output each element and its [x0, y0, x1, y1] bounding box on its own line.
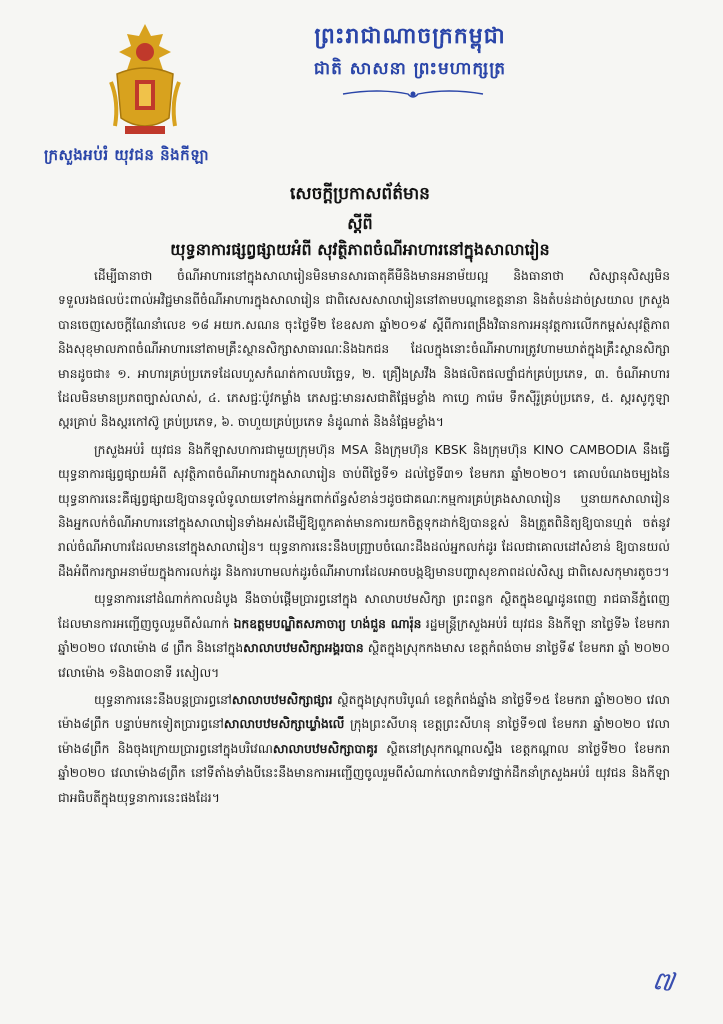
school-name: សាលាបឋមសិក្សាអង្គរបាន — [243, 641, 364, 656]
handwritten-page-mark: ៧ — [650, 965, 676, 999]
paragraph-3: យុទ្ធនាការនៅដំណាក់កាលដំបូង នឹងចាប់ផ្តើមប្រារព្ធនៅក្នុង សាលាបឋមសិក្សា ព្រះពន្លក ស្ថិតក្នុងខណ្ឌដូនពេញ រាជធានីភ្នំពេញ ដែលមានការអញ្ជើញចូលរួមពីសំណាក់ ឯកឧត្តមបណ្ឌិតសភាចារ្យ ហង់ជួន ណារ៉ុន រដ្ឋមន្ត្រីក្រសួងអប់រំ យុវជន និងកីឡា នាថ្ងៃទី៦ ខែមករា ឆ្នាំ២០២០ វេលាម៉ោង ៨ ព្រឹក និងនៅក្នុងសាលាបឋមសិក្សាអង្គរបាន ស្ថិតក្នុងស្រុកកងមាស ខេត្តកំពង់ចាម នាថ្ងៃទី៩ ខែមករា ឆ្នាំ ២០២០ វេលាម៉ោង ១និង៣០នាទី រសៀល។ — [58, 592, 670, 680]
document-body — [58, 264, 670, 813]
school-name: សាលាបឋមសិក្សាឃ្លាំងលើ — [223, 717, 345, 732]
paragraph-4: យុទ្ធនាការនេះនឹងបន្តប្រារព្ធនៅសាលាបឋមសិក្សាផ្សារ ស្ថិតក្នុងស្រុកបរិបូណ៌ ខេត្តកំពង់ឆ្នាំង នាថ្ងៃទី១៥ ខែមករា ឆ្នាំ២០២០ វេលាម៉ោង៨ព្រឹក បន្ទាប់មកទៀតប្រារព្ធនៅសាលាបឋមសិក្សាឃ្លាំងលើ ក្រុងព្រះសីហនុ ខេត្តព្រះសីហនុ នាថ្ងៃទី១៧ ខែមករា ឆ្នាំ២០២០ វេលាម៉ោង៨ព្រឹក និងចុងក្រោយប្រារព្ធនៅក្នុងបរិវេណសាលាបឋមសិក្សាបាគូរ ស្ថិតនៅស្រុកកណ្តាលស្ទឹង ខេត្តកណ្តាល នាថ្ងៃទី២០ ខែមករា ឆ្នាំ២០២០ វេលាម៉ោង៨ព្រឹក នៅទីតាំងទាំងបីនេះនឹងមានការអញ្ជើញចូលរួមពីសំណាក់លោកជំទាវថ្នាក់ដឹកនាំក្រសួងអប់រំ យុវជន និងកីឡា ជាអធិបតីក្នុងយុទ្ធនាការនេះផងដែរ។ — [58, 692, 671, 805]
school-name: សាលាបឋមសិក្សាផ្សារ — [231, 692, 333, 707]
school-name: សាលាបឋមសិក្សាបាគូរ — [272, 741, 378, 756]
document-topic: យុទ្ធនាការផ្សព្វផ្សាយអំពី សុវត្ថិភាពចំណីអាហារនៅក្នុងសាលារៀន — [170, 240, 550, 259]
ministry-name: ក្រសួងអប់រំ យុវជន និងកីឡា — [44, 146, 210, 164]
document-title: សេចក្តីប្រកាសព័ត៌មាន — [290, 184, 430, 204]
document-subtitle: ស្តីពី — [347, 214, 373, 233]
ministry-emblem-icon — [105, 22, 185, 140]
paragraph-1: ដើម្បីធានាថា ចំណីអាហារនៅក្នុងសាលារៀនមិនមានសារធាតុគីមីនិងមានអនាម័យល្អ និងធានាថា សិស្សានុសិស្សមិនទទួលរងផលប៉ះពាល់អវិជ្ជមានពីចំណីអាហារក្នុងសាលារៀន ជាពិសេសសាលារៀននៅតាមបណ្តាខេត្តនានា និងតំបន់ដាច់ស្រយាល ក្រសួងបានចេញសេចក្តីណែនាំលេខ ១៨ អយក.សណន ចុះថ្ងៃទី២ ខែឧសភា ឆ្នាំ២០១៩ ស្តីពីការពង្រឹងវិធានការអនុវត្តការលើកកម្ពស់សុវត្ថិភាពនិងសុខុមាលភាពចំណីអាហារនៅតាមគ្រឹះស្ថានសិក្សាសាធារណៈនិងឯកជន ដែលក្នុងនោះចំណីអាហារត្រូវហាមឃាត់ក្នុងគ្រឹះស្ថានសិក្សា មានដូចជា៖ ១. អាហារគ្រប់ប្រភេទដែលហួសកំណត់កាលបរិច្ឆេទ, ២. គ្រឿងស្រវឹង និងផលិតផលថ្នាំជក់គ្រប់ប្រភេទ, ៣. ចំណីអាហារដែលមិនមានប្រភពច្បាស់លាស់, ៤. ភេសជ្ជៈប៉ូវកម្លាំង ភេសជ្ជៈមានរសជាតិផ្អែមខ្លាំង កាហ្វេ ការ៉េម ទឹកស៊ីរ៉ូគ្រប់ប្រភេទ, ៥. ស្ករសូកូឡា ស្ករគ្រាប់ និងស្ករកៅស៊ូ គ្រប់ប្រភេទ, ៦. ចាហួយគ្រប់ប្រភេទ នំដូណាត់ និងនំផ្អែមខ្លាំង។ — [58, 269, 670, 430]
ornament-divider-icon — [338, 86, 488, 102]
kingdom-title: ព្រះរាជាណាចក្រកម្ពុជា — [314, 24, 506, 49]
paragraph-2: ក្រសួងអប់រំ យុវជន និងកីឡាសហការជាមួយក្រុមហ៊ុន MSA និងក្រុមហ៊ុន KBSK និងក្រុមហ៊ុន KINO CAMBODIA នឹងធ្វើយុទ្ធនាការផ្សព្វផ្សាយអំពី សុវត្ថិភាពចំណីអាហារក្នុងសាលារៀន ចាប់ពីថ្ងៃទី១ ដល់ថ្ងៃទី៣១ ខែមករា ឆ្នាំ២០២០។ គោលបំណងចម្បងនៃយុទ្ធនាការនេះគឺផ្សព្វផ្សាយឱ្យបានទូលំទូលាយទៅកាន់អ្នកពាក់ព័ន្ធសំខាន់ៗដូចជាគណៈកម្មការគ្រប់គ្រងសាលារៀន ឬនាយកសាលារៀន និងអ្នកលក់ចំណីអាហារនៅក្នុងសាលារៀនទាំងអស់ដើម្បីឱ្យពួកគាត់មានការយកចិត្តទុកដាក់ឱ្យបានខ្ពស់ និងត្រួតពិនិត្យឱ្យបានហ្មត់ ចត់នូវរាល់ចំណីអាហារដែលមាននៅក្នុងសាលារៀន។ យុទ្ធនាការនេះនឹងបញ្ជ្រាបចំណេះដឹងដល់អ្នកលក់ដូរ ដែលជាគោលដៅសំខាន់ ឱ្យបានយល់ដឹងអំពីការក្សាអនាម័យក្នុងការលក់ដូរ និងការហាមលក់ដូរចំណីអាហារដែលអាចបង្កឱ្យមានបញ្ហាសុខភាពដល់សិស្ស ជាពិសេសកុមារតូចៗ។ — [58, 442, 670, 579]
national-motto: ជាតិ សាសនា ព្រះមហាក្សត្រ — [313, 59, 507, 79]
minister-name: ឯកឧត្តមបណ្ឌិតសភាចារ្យ ហង់ជួន ណារ៉ុន — [233, 616, 422, 631]
